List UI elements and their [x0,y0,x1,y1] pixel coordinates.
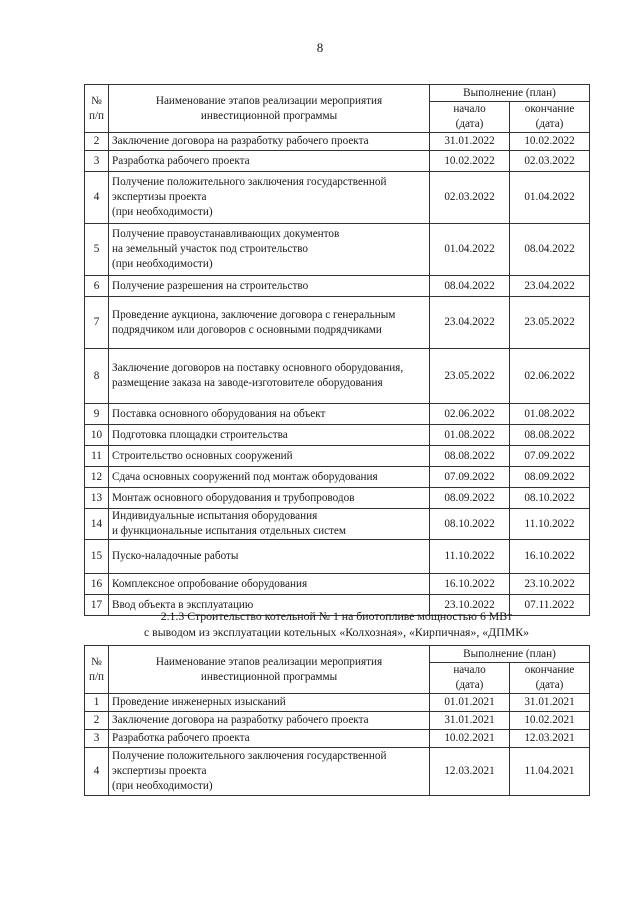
table-row [85,446,590,467]
start-date: 16.10.2022 [430,574,510,595]
row-number: 9 [85,404,109,425]
end-date: 10.02.2021 [510,712,590,730]
header-stage-name [109,646,430,694]
end-date: 10.02.2022 [510,133,590,151]
start-date: 12.03.2021 [430,748,510,796]
start-date: 23.10.2022 [430,595,510,616]
row-number: 6 [85,276,109,297]
end-date: 16.10.2022 [510,540,590,574]
stages-table-1 [84,84,590,616]
end-date: 08.10.2022 [510,488,590,509]
row-number: 16 [85,574,109,595]
row-number: 13 [85,488,109,509]
table-row [85,574,590,595]
end-date: 07.11.2022 [510,595,590,616]
table-row [85,712,590,730]
stage-name: Проведение аукциона, заключение договора с генеральным подрядчиком или договоров с основными подрядчиками [109,297,430,349]
header-stage-name-text: Наименование этапов реализации мероприятия инвестиционной программы [155,94,383,122]
stage-name: Строительство основных сооружений [109,446,430,467]
table-row [85,467,590,488]
table-row [85,425,590,446]
header-execution: Выполнение (план) [430,85,590,102]
start-date: 07.09.2022 [430,467,510,488]
stage-name: Сдача основных сооружений под монтаж оборудования [109,467,430,488]
stage-name: Разработка рабочего проекта [109,730,430,748]
row-number: 5 [85,224,109,276]
section-heading: 2.1.3 Строительство котельной № 1 на биотопливе мощностью 6 МВт с выводом из эксплуатации котельных «Колхозная», «Кирпичная», «ДПМК» [143,609,530,639]
row-number: 15 [85,540,109,574]
row-number: 3 [85,730,109,748]
stage-name: Проведение инженерных изысканий [109,694,430,712]
end-date: 07.09.2022 [510,446,590,467]
header-stage-name [109,85,430,133]
header-start [430,663,510,694]
start-date: 23.05.2022 [430,349,510,404]
row-number: 12 [85,467,109,488]
header-end-text: окончание (дата) [524,664,575,691]
table-row [85,276,590,297]
end-date: 08.09.2022 [510,467,590,488]
table-row [85,730,590,748]
row-number: 7 [85,297,109,349]
table-header [85,85,590,133]
stage-name: Индивидуальные испытания оборудования и функциональные испытания отдельных систем [109,509,430,540]
row-number: 4 [85,748,109,796]
header-stage-name-text: Наименование этапов реализации мероприятия инвестиционной программы [155,655,383,683]
end-date: 23.10.2022 [510,574,590,595]
start-date: 11.10.2022 [430,540,510,574]
table-row [85,224,590,276]
row-number: 11 [85,446,109,467]
table-body [85,133,590,616]
end-date: 12.03.2021 [510,730,590,748]
end-date: 23.04.2022 [510,276,590,297]
stage-name: Заключение договоров на поставку основного оборудования, размещение заказа на заводе-изготовителе оборудования [109,349,430,404]
stage-name: Поставка основного оборудования на объект [109,404,430,425]
start-date: 08.08.2022 [430,446,510,467]
stage-name: Монтаж основного оборудования и трубопроводов [109,488,430,509]
end-date: 01.08.2022 [510,404,590,425]
row-number: 3 [85,151,109,172]
header-start [430,102,510,133]
start-date: 02.06.2022 [430,404,510,425]
end-date: 11.10.2022 [510,509,590,540]
header-number [85,85,109,133]
table-row [85,349,590,404]
stage-name: Получение положительного заключения государственной экспертизы проекта (при необходимости) [109,172,430,224]
table-row [85,509,590,540]
row-number: 17 [85,595,109,616]
table-row [85,133,590,151]
header-start-text: начало (дата) [453,103,486,130]
start-date: 23.04.2022 [430,297,510,349]
row-number: 8 [85,349,109,404]
start-date: 10.02.2022 [430,151,510,172]
table-row [85,748,590,796]
start-date: 08.09.2022 [430,488,510,509]
table-row [85,540,590,574]
stage-name: Комплексное опробование оборудования [109,574,430,595]
end-date: 02.03.2022 [510,151,590,172]
header-end-text: окончание (дата) [524,103,575,130]
stages-table-2 [84,645,590,796]
end-date: 01.04.2022 [510,172,590,224]
stage-name: Ввод объекта в эксплуатацию [109,595,430,616]
row-number: 2 [85,712,109,730]
stage-name: Подготовка площадки строительства [109,425,430,446]
end-date: 31.01.2021 [510,694,590,712]
header-number [85,646,109,694]
start-date: 01.08.2022 [430,425,510,446]
stage-name: Получение правоустанавливающих документов на земельный участок под строительство (при необходимости) [109,224,430,276]
start-date: 31.01.2021 [430,712,510,730]
end-date: 08.08.2022 [510,425,590,446]
stage-name: Заключение договора на разработку рабочего проекта [109,712,430,730]
table-row [85,297,590,349]
stage-name: Получение разрешения на строительство [109,276,430,297]
end-date: 23.05.2022 [510,297,590,349]
end-date: 11.04.2021 [510,748,590,796]
stage-name: Пуско-наладочные работы [109,540,430,574]
stage-name: Получение положительного заключения государственной экспертизы проекта (при необходимости) [109,748,430,796]
page-number: 8 [316,40,324,55]
header-number-text: № п/п [88,655,105,683]
stage-name: Разработка рабочего проекта [109,151,430,172]
start-date: 08.10.2022 [430,509,510,540]
stage-name: Заключение договора на разработку рабочего проекта [109,133,430,151]
start-date: 01.01.2021 [430,694,510,712]
start-date: 02.03.2022 [430,172,510,224]
table-row [85,404,590,425]
table-row [85,151,590,172]
row-number: 14 [85,509,109,540]
table-row [85,488,590,509]
table-row [85,694,590,712]
row-number: 2 [85,133,109,151]
header-end [510,663,590,694]
start-date: 08.04.2022 [430,276,510,297]
header-start-text: начало (дата) [453,664,486,691]
header-execution: Выполнение (план) [430,646,590,663]
header-number-text: № п/п [88,94,105,122]
row-number: 10 [85,425,109,446]
start-date: 31.01.2022 [430,133,510,151]
header-end [510,102,590,133]
row-number: 4 [85,172,109,224]
table-header [85,646,590,694]
end-date: 08.04.2022 [510,224,590,276]
end-date: 02.06.2022 [510,349,590,404]
table-row [85,172,590,224]
start-date: 01.04.2022 [430,224,510,276]
start-date: 10.02.2021 [430,730,510,748]
row-number: 1 [85,694,109,712]
table-body [85,694,590,796]
